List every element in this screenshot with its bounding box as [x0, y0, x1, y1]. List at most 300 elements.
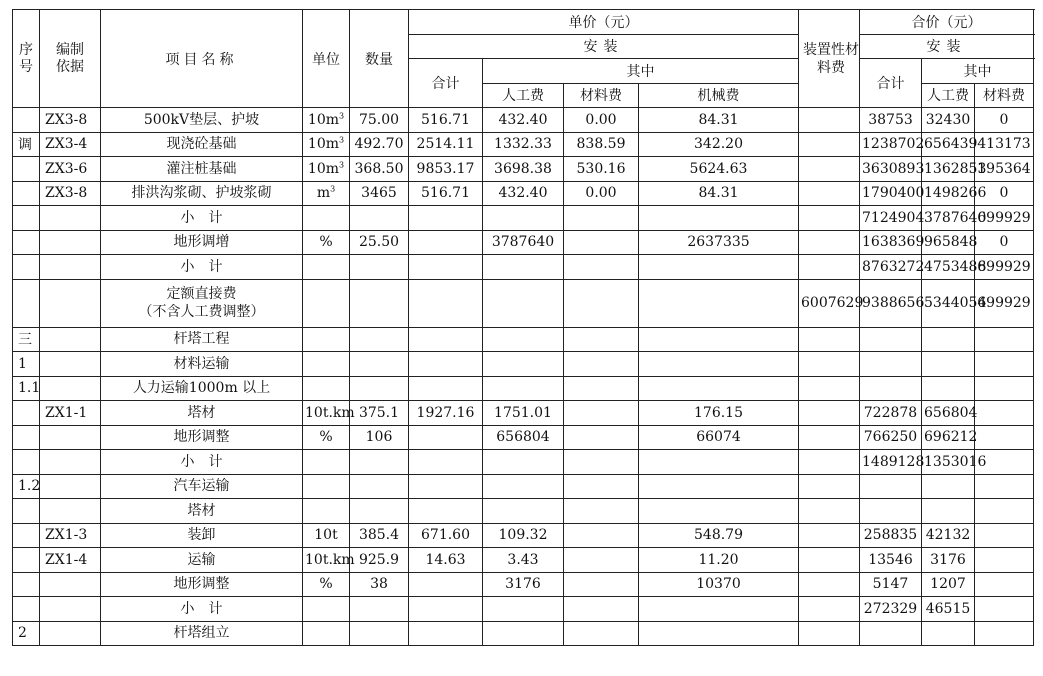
- item-name-cell: 现浇砼基础: [101, 132, 303, 157]
- sum-labor-cell: 5344054: [922, 279, 975, 327]
- unit-price-material-cell: [564, 548, 639, 573]
- table-row: [13, 523, 1034, 548]
- sum-labor-cell: 656804: [922, 401, 975, 426]
- basis-cell: [40, 327, 101, 352]
- unit-cell: [303, 597, 350, 622]
- sum-labor-cell: [922, 621, 975, 646]
- unit-price-material-cell: [564, 206, 639, 231]
- unit-price-labor-cell: [483, 352, 564, 377]
- unit-price-total-cell: 516.71: [409, 181, 483, 206]
- sum-labor-cell: 1353016: [922, 450, 975, 475]
- table-row: [13, 621, 1034, 646]
- unit-cell: 10t.km: [303, 401, 350, 426]
- sum-labor-cell: 965848: [922, 230, 975, 255]
- unit-price-total-cell: [409, 327, 483, 352]
- sum-material-cell: [975, 327, 1034, 352]
- unit-price-material-cell: [564, 279, 639, 327]
- device-material-cell: [799, 572, 860, 597]
- unit-price-material-cell: [564, 523, 639, 548]
- item-name-cell: 杆塔工程: [101, 327, 303, 352]
- unit-price-material-cell: 0.00: [564, 108, 639, 133]
- unit-cell: %: [303, 425, 350, 450]
- seq-cell: [13, 255, 40, 280]
- unit-price-total-cell: [409, 425, 483, 450]
- sum-material-cell: 413173: [975, 132, 1034, 157]
- qty-cell: 106: [350, 425, 409, 450]
- sum-labor-cell: 4753488: [922, 255, 975, 280]
- unit-price-material-cell: [564, 474, 639, 499]
- table-row: [13, 450, 1034, 475]
- unit-cell: %: [303, 572, 350, 597]
- unit-price-machine-cell: 84.31: [639, 108, 799, 133]
- table-row: [13, 572, 1034, 597]
- unit-price-material-cell: [564, 401, 639, 426]
- header-qty: 数量: [350, 10, 409, 108]
- unit-price-labor-cell: [483, 597, 564, 622]
- qty-cell: [350, 279, 409, 327]
- seq-cell: 三: [13, 327, 40, 352]
- seq-cell: [13, 450, 40, 475]
- sum-total-cell: 1790400: [860, 181, 922, 206]
- unit-price-machine-cell: [639, 327, 799, 352]
- seq-cell: [13, 181, 40, 206]
- unit-cell: [303, 450, 350, 475]
- unit-price-machine-cell: 5624.63: [639, 157, 799, 182]
- unit-price-machine-cell: [639, 352, 799, 377]
- sum-material-cell: [975, 474, 1034, 499]
- sum-labor-cell: [922, 352, 975, 377]
- seq-cell: [13, 548, 40, 573]
- device-material-cell: [799, 474, 860, 499]
- item-name-cell: 塔材: [101, 401, 303, 426]
- sum-labor-cell: 32430: [922, 108, 975, 133]
- basis-cell: [40, 572, 101, 597]
- item-name-cell: 小 计: [101, 255, 303, 280]
- unit-cell: [303, 376, 350, 401]
- unit-price-material-cell: 0.00: [564, 181, 639, 206]
- basis-cell: ZX1-3: [40, 523, 101, 548]
- qty-cell: 25.50: [350, 230, 409, 255]
- seq-cell: 1.2: [13, 474, 40, 499]
- unit-price-machine-cell: 548.79: [639, 523, 799, 548]
- item-name-cell: 定额直接费 （不含人工费调整）: [101, 279, 303, 327]
- item-name-cell: 地形调增: [101, 230, 303, 255]
- sum-material-cell: 0: [975, 108, 1034, 133]
- sum-total-cell: [860, 474, 922, 499]
- unit-price-labor-cell: [483, 376, 564, 401]
- sum-labor-cell: [922, 327, 975, 352]
- table-row: [13, 352, 1034, 377]
- unit-cell: 10t: [303, 523, 350, 548]
- unit-price-machine-cell: 2637335: [639, 230, 799, 255]
- unit-cell: [303, 499, 350, 524]
- qty-cell: 38: [350, 572, 409, 597]
- qty-cell: 925.9: [350, 548, 409, 573]
- unit-price-material-cell: [564, 352, 639, 377]
- device-material-cell: [799, 597, 860, 622]
- device-material-cell: [799, 230, 860, 255]
- seq-cell: [13, 230, 40, 255]
- sum-total-cell: 3630893: [860, 157, 922, 182]
- unit-cell: [303, 352, 350, 377]
- unit-price-material-cell: [564, 230, 639, 255]
- unit-price-labor-cell: 3698.38: [483, 157, 564, 182]
- unit-price-machine-cell: [639, 279, 799, 327]
- unit-price-labor-cell: [483, 499, 564, 524]
- table-row: [13, 279, 1034, 327]
- unit-price-total-cell: [409, 474, 483, 499]
- device-material-cell: [799, 523, 860, 548]
- qty-cell: [350, 499, 409, 524]
- item-name-cell: 排洪沟浆砌、护坡浆砌: [101, 181, 303, 206]
- seq-cell: [13, 157, 40, 182]
- seq-cell: [13, 279, 40, 327]
- sum-labor-cell: 46515: [922, 597, 975, 622]
- sum-material-cell: [975, 523, 1034, 548]
- qty-cell: [350, 474, 409, 499]
- unit-price-material-cell: 838.59: [564, 132, 639, 157]
- header-up-labor: 人工费: [483, 83, 564, 108]
- sum-total-cell: 272329: [860, 597, 922, 622]
- unit-price-total-cell: [409, 230, 483, 255]
- table-row: [13, 327, 1034, 352]
- item-name-cell: 500kV垫层、护坡: [101, 108, 303, 133]
- seq-cell: [13, 597, 40, 622]
- sum-total-cell: 38753: [860, 108, 922, 133]
- qty-cell: [350, 597, 409, 622]
- device-material-cell: [799, 352, 860, 377]
- item-name-cell: 小 计: [101, 206, 303, 231]
- table-row: [13, 548, 1034, 573]
- sum-total-cell: 8763272: [860, 255, 922, 280]
- sum-total-cell: 258835: [860, 523, 922, 548]
- unit-cell: $m^3$: [303, 181, 350, 206]
- basis-cell: ZX3-4: [40, 132, 101, 157]
- seq-cell: 2: [13, 621, 40, 646]
- sum-material-cell: 0: [975, 181, 1034, 206]
- unit-price-material-cell: [564, 376, 639, 401]
- table-row: [13, 425, 1034, 450]
- unit-price-material-cell: [564, 450, 639, 475]
- unit-price-total-cell: [409, 597, 483, 622]
- sum-material-cell: 699929: [975, 206, 1034, 231]
- sum-total-cell: 13546: [860, 548, 922, 573]
- table-row: [13, 206, 1034, 231]
- header-sum-price: 合价（元）: [860, 10, 1034, 35]
- sum-labor-cell: 42132: [922, 523, 975, 548]
- unit-price-material-cell: [564, 255, 639, 280]
- seq-cell: 调: [13, 132, 40, 157]
- unit-price-machine-cell: [639, 376, 799, 401]
- item-name-cell: 小 计: [101, 450, 303, 475]
- unit-price-material-cell: [564, 597, 639, 622]
- sum-material-cell: [975, 352, 1034, 377]
- unit-price-material-cell: [564, 499, 639, 524]
- unit-price-total-cell: [409, 206, 483, 231]
- basis-cell: ZX1-4: [40, 548, 101, 573]
- unit-price-total-cell: 14.63: [409, 548, 483, 573]
- seq-cell: [13, 108, 40, 133]
- sum-labor-cell: 1207: [922, 572, 975, 597]
- basis-cell: [40, 255, 101, 280]
- basis-cell: [40, 474, 101, 499]
- header-up-machine: 机械费: [639, 83, 799, 108]
- basis-cell: [40, 450, 101, 475]
- device-material-cell: [799, 425, 860, 450]
- device-material-cell: [799, 499, 860, 524]
- unit-cell: %: [303, 230, 350, 255]
- item-name-cell: 人力运输1000m 以上: [101, 376, 303, 401]
- basis-cell: [40, 597, 101, 622]
- header-sp-of-which: 其中: [922, 59, 1034, 84]
- table-row: [13, 376, 1034, 401]
- item-name-cell: 小 计: [101, 597, 303, 622]
- header-device-material: 装置性材料费: [799, 10, 860, 108]
- unit-price-material-cell: 530.16: [564, 157, 639, 182]
- unit-price-labor-cell: 3176: [483, 572, 564, 597]
- unit-price-labor-cell: 3.43: [483, 548, 564, 573]
- unit-price-total-cell: [409, 352, 483, 377]
- seq-cell: 1: [13, 352, 40, 377]
- item-name-cell: 装卸: [101, 523, 303, 548]
- unit-price-labor-cell: [483, 206, 564, 231]
- qty-cell: [350, 450, 409, 475]
- unit-price-labor-cell: 1332.33: [483, 132, 564, 157]
- qty-cell: [350, 352, 409, 377]
- item-name-cell: 汽车运输: [101, 474, 303, 499]
- header-sp-labor: 人工费: [922, 83, 975, 108]
- sum-labor-cell: [922, 376, 975, 401]
- table-row: [13, 157, 1034, 182]
- device-material-cell: [799, 450, 860, 475]
- unit-price-machine-cell: 11.20: [639, 548, 799, 573]
- sum-material-cell: [975, 376, 1034, 401]
- unit-price-machine-cell: 10370: [639, 572, 799, 597]
- sum-total-cell: [860, 621, 922, 646]
- unit-price-labor-cell: 1751.01: [483, 401, 564, 426]
- basis-cell: [40, 621, 101, 646]
- seq-cell: 1.1: [13, 376, 40, 401]
- seq-cell: [13, 499, 40, 524]
- sum-material-cell: 195364: [975, 157, 1034, 182]
- sum-total-cell: 722878: [860, 401, 922, 426]
- header-unit-price: 单价（元）: [409, 10, 799, 35]
- table-row: [13, 597, 1034, 622]
- device-material-cell: [799, 181, 860, 206]
- unit-price-machine-cell: 342.20: [639, 132, 799, 157]
- qty-cell: [350, 206, 409, 231]
- sum-total-cell: [860, 499, 922, 524]
- qty-cell: 375.1: [350, 401, 409, 426]
- sum-total-cell: [860, 352, 922, 377]
- unit-price-labor-cell: [483, 450, 564, 475]
- unit-price-machine-cell: [639, 474, 799, 499]
- unit-price-machine-cell: [639, 597, 799, 622]
- sum-material-cell: 0: [975, 230, 1034, 255]
- sum-material-cell: 699929: [975, 255, 1034, 280]
- sum-labor-cell: 3176: [922, 548, 975, 573]
- unit-price-total-cell: 671.60: [409, 523, 483, 548]
- sum-labor-cell: 1498266: [922, 181, 975, 206]
- device-material-cell: [799, 621, 860, 646]
- table-row: [13, 230, 1034, 255]
- basis-cell: [40, 499, 101, 524]
- unit-price-labor-cell: 432.40: [483, 181, 564, 206]
- header-unit: 单位: [303, 10, 350, 108]
- item-name-cell: 塔材: [101, 499, 303, 524]
- qty-cell: 368.50: [350, 157, 409, 182]
- item-name-cell: 材料运输: [101, 352, 303, 377]
- sum-total-cell: 766250: [860, 425, 922, 450]
- basis-cell: [40, 376, 101, 401]
- unit-price-machine-cell: [639, 255, 799, 280]
- sum-material-cell: [975, 572, 1034, 597]
- qty-cell: [350, 327, 409, 352]
- unit-price-labor-cell: 432.40: [483, 108, 564, 133]
- seq-cell: [13, 523, 40, 548]
- item-name-cell: 地形调整: [101, 425, 303, 450]
- item-name-cell: 杆塔组立: [101, 621, 303, 646]
- unit-cell: $10m^3$: [303, 157, 350, 182]
- sum-material-cell: 699929: [975, 279, 1034, 327]
- sum-total-cell: [860, 327, 922, 352]
- header-install-sum: 安装: [860, 34, 1034, 59]
- qty-cell: 75.00: [350, 108, 409, 133]
- sum-total-cell: [860, 376, 922, 401]
- header-install-unit: 安装: [409, 34, 799, 59]
- unit-cell: 10t.km: [303, 548, 350, 573]
- table-row: [13, 474, 1034, 499]
- qty-cell: [350, 376, 409, 401]
- device-material-cell: [799, 132, 860, 157]
- unit-price-labor-cell: 3787640: [483, 230, 564, 255]
- header-sp-total: 合计: [860, 59, 922, 108]
- basis-cell: ZX1-1: [40, 401, 101, 426]
- sum-labor-cell: 1362853: [922, 157, 975, 182]
- sum-total-cell: 1638369: [860, 230, 922, 255]
- sum-labor-cell: [922, 474, 975, 499]
- unit-price-machine-cell: [639, 621, 799, 646]
- device-material-cell: [799, 108, 860, 133]
- unit-price-labor-cell: 109.32: [483, 523, 564, 548]
- seq-cell: [13, 206, 40, 231]
- header-basis: 编制依据: [40, 10, 101, 108]
- sum-material-cell: [975, 548, 1034, 573]
- table-row: [13, 401, 1034, 426]
- unit-price-machine-cell: [639, 499, 799, 524]
- device-material-cell: [799, 255, 860, 280]
- item-name-cell: 运输: [101, 548, 303, 573]
- unit-price-machine-cell: [639, 206, 799, 231]
- item-name-cell: 灌注桩基础: [101, 157, 303, 182]
- sum-labor-cell: 696212: [922, 425, 975, 450]
- unit-price-total-cell: [409, 450, 483, 475]
- sum-material-cell: [975, 499, 1034, 524]
- basis-cell: [40, 206, 101, 231]
- unit-price-machine-cell: [639, 450, 799, 475]
- basis-cell: [40, 425, 101, 450]
- basis-cell: [40, 230, 101, 255]
- header-sp-material: 材料费: [975, 83, 1034, 108]
- sum-material-cell: [975, 597, 1034, 622]
- unit-price-machine-cell: 66074: [639, 425, 799, 450]
- header-row-1: [13, 10, 1034, 35]
- unit-cell: [303, 279, 350, 327]
- sum-material-cell: [975, 621, 1034, 646]
- sum-total-cell: 7124904: [860, 206, 922, 231]
- unit-price-material-cell: [564, 425, 639, 450]
- sum-labor-cell: 3787640: [922, 206, 975, 231]
- sum-total-cell: 5147: [860, 572, 922, 597]
- unit-price-labor-cell: [483, 327, 564, 352]
- unit-price-total-cell: [409, 621, 483, 646]
- sum-labor-cell: [922, 499, 975, 524]
- header-up-of-which: 其中: [483, 59, 799, 84]
- device-material-cell: [799, 206, 860, 231]
- device-material-cell: [799, 327, 860, 352]
- device-material-cell: [799, 376, 860, 401]
- table-row: [13, 132, 1034, 157]
- sum-total-cell: 9388656: [860, 279, 922, 327]
- header-up-material: 材料费: [564, 83, 639, 108]
- header-seq: 序号: [13, 10, 40, 108]
- budget-table: [12, 9, 1034, 646]
- seq-cell: [13, 425, 40, 450]
- seq-cell: [13, 401, 40, 426]
- header-name: 项目名称: [101, 10, 303, 108]
- unit-cell: [303, 255, 350, 280]
- basis-cell: [40, 279, 101, 327]
- unit-price-total-cell: 1927.16: [409, 401, 483, 426]
- sum-total-cell: 1238702: [860, 132, 922, 157]
- qty-cell: [350, 255, 409, 280]
- seq-cell: [13, 572, 40, 597]
- table-row: [13, 181, 1034, 206]
- unit-price-total-cell: [409, 279, 483, 327]
- unit-price-total-cell: [409, 499, 483, 524]
- unit-price-labor-cell: 656804: [483, 425, 564, 450]
- unit-cell: [303, 206, 350, 231]
- unit-price-labor-cell: [483, 474, 564, 499]
- qty-cell: [350, 621, 409, 646]
- device-material-cell: [799, 157, 860, 182]
- unit-price-material-cell: [564, 572, 639, 597]
- device-material-cell: [799, 548, 860, 573]
- unit-price-total-cell: 2514.11: [409, 132, 483, 157]
- unit-price-machine-cell: 176.15: [639, 401, 799, 426]
- unit-price-total-cell: [409, 255, 483, 280]
- unit-price-material-cell: [564, 327, 639, 352]
- basis-cell: ZX3-8: [40, 108, 101, 133]
- unit-cell: $10m^3$: [303, 132, 350, 157]
- sum-material-cell: [975, 425, 1034, 450]
- unit-price-labor-cell: [483, 279, 564, 327]
- basis-cell: ZX3-8: [40, 181, 101, 206]
- unit-price-material-cell: [564, 621, 639, 646]
- unit-price-total-cell: 516.71: [409, 108, 483, 133]
- sum-labor-cell: 656439: [922, 132, 975, 157]
- header-up-total: 合计: [409, 59, 483, 108]
- table-row: [13, 255, 1034, 280]
- qty-cell: 492.70: [350, 132, 409, 157]
- qty-cell: 3465: [350, 181, 409, 206]
- device-material-cell: [799, 401, 860, 426]
- sum-material-cell: [975, 401, 1034, 426]
- table-row: [13, 499, 1034, 524]
- basis-cell: ZX3-6: [40, 157, 101, 182]
- item-name-cell: 地形调整: [101, 572, 303, 597]
- unit-cell: [303, 474, 350, 499]
